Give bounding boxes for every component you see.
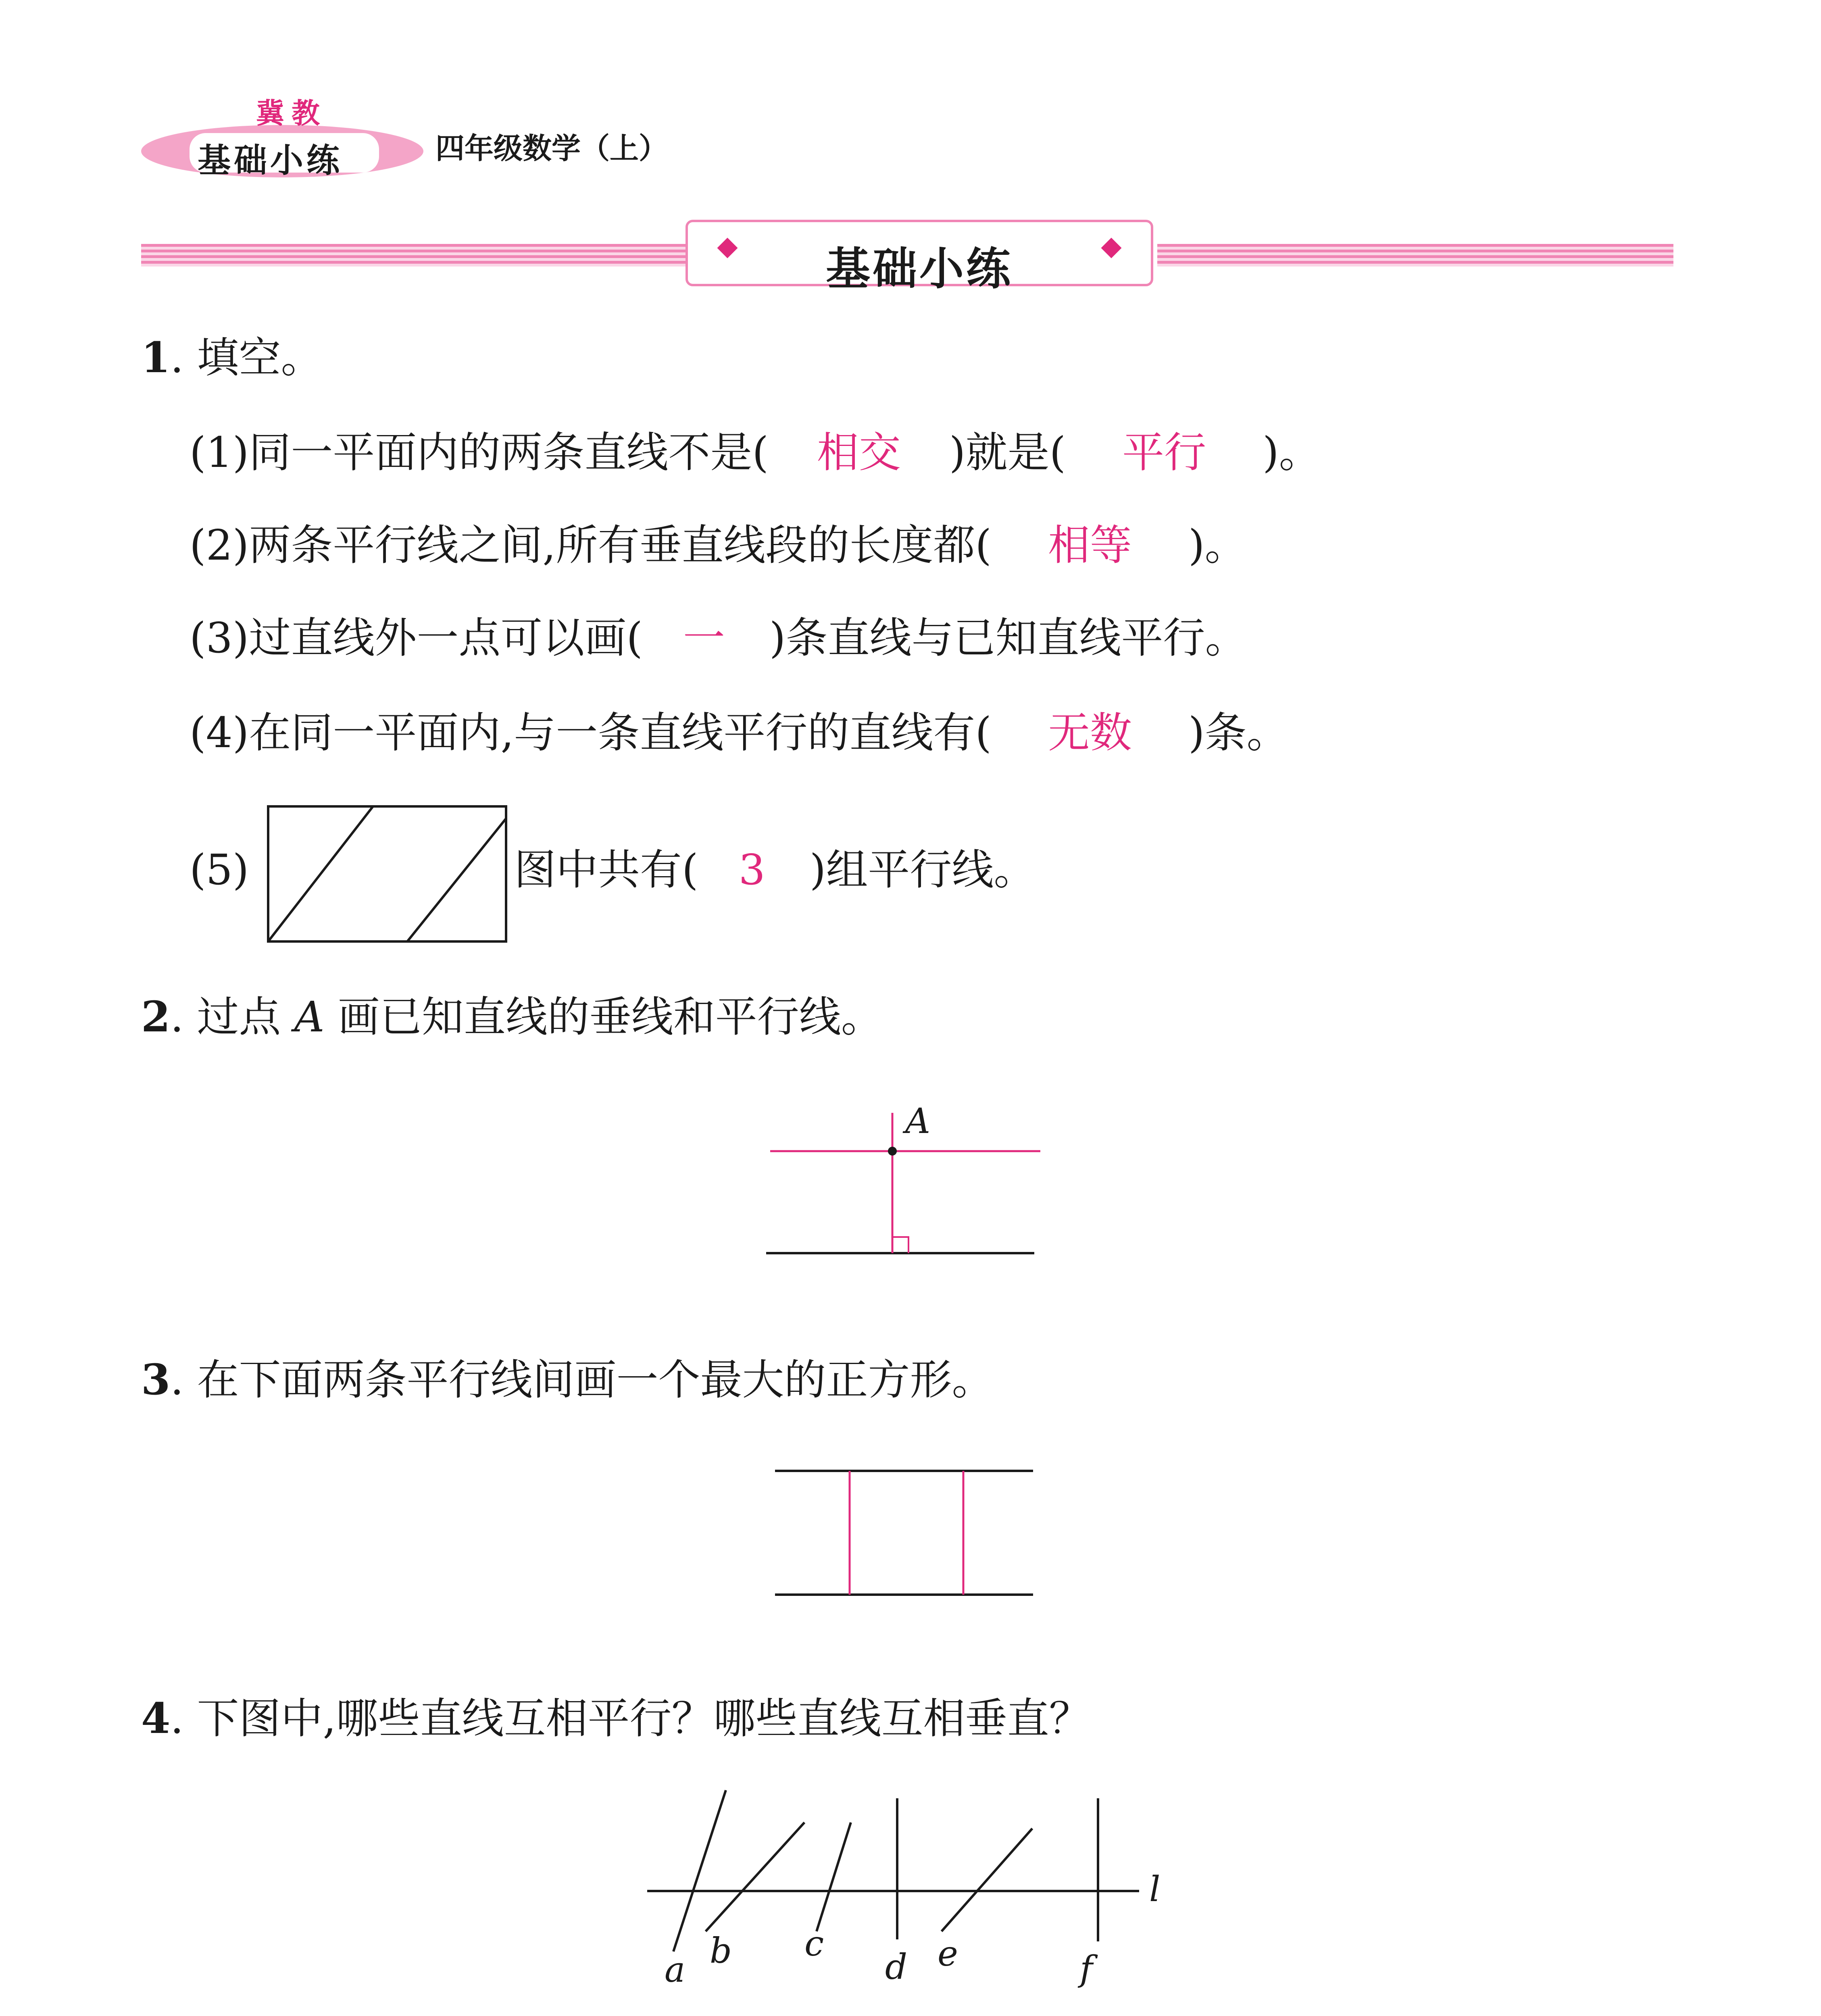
label-a: a [665, 1950, 685, 1990]
series-label: 基础小练 [198, 142, 343, 180]
q1-item-2: (2)两条平行线之间,所有垂直线段的长度都( 相等 )。 [190, 521, 1247, 570]
parallel-line-2 [407, 818, 506, 941]
answer-text: 相交 [817, 428, 901, 477]
line-b [706, 1822, 804, 1931]
q1-item-5-text: 图中共有( 3 )组平行线。 [514, 845, 1036, 894]
section-title: 基础小练 [826, 243, 1013, 295]
label-e: e [938, 1934, 958, 1974]
q2-stem: 2. 过点 A 画已知直线的垂线和平行线。 [141, 992, 883, 1041]
q1-item-1: (1)同一平面内的两条直线不是( 相交 )就是( 平行 )。 [190, 428, 1321, 477]
point-a [888, 1147, 897, 1156]
line-e [942, 1829, 1032, 1931]
q4-figure [647, 1790, 1139, 1951]
answer-text: 一 [683, 613, 725, 662]
q1-rectangle-figure [268, 806, 506, 941]
q1-item-4: (4)在同一平面内,与一条直线平行的直线有( 无数 )条。 [190, 708, 1289, 757]
q1-stem: 1. 填空。 [141, 333, 323, 382]
right-angle-mark [892, 1237, 908, 1253]
point-a-label: A [905, 1101, 931, 1141]
label-f: f [1080, 1949, 1093, 1989]
q3-stem: 3. 在下面两条平行线间画一个最大的正方形。 [141, 1355, 994, 1404]
label-b: b [710, 1931, 732, 1971]
answer-text: 相等 [1048, 521, 1132, 570]
q4-stem: 4. 下图中,哪些直线互相平行？哪些直线互相垂直？ [141, 1693, 1091, 1743]
q2-figure [766, 1101, 1040, 1253]
rectangle-outline [268, 806, 506, 941]
answer-text: 平行 [1122, 428, 1206, 477]
q1-item-3: (3)过直线外一点可以画( 一 )条直线与已知直线平行。 [190, 613, 1247, 662]
parallel-line-1 [268, 806, 373, 941]
line-a [673, 1790, 726, 1951]
answer-text: 无数 [1048, 708, 1132, 757]
q1-item-5-label: (5) [190, 845, 249, 894]
publisher-label: 冀教 [256, 97, 327, 130]
line-c [817, 1822, 851, 1931]
q3-figure [775, 1471, 1033, 1595]
grade-subject: 四年级数学（上） [435, 131, 668, 165]
label-c: c [804, 1924, 824, 1964]
answer-text: 3 [738, 845, 765, 894]
label-l: l [1149, 1869, 1161, 1910]
label-d: d [885, 1947, 908, 1987]
